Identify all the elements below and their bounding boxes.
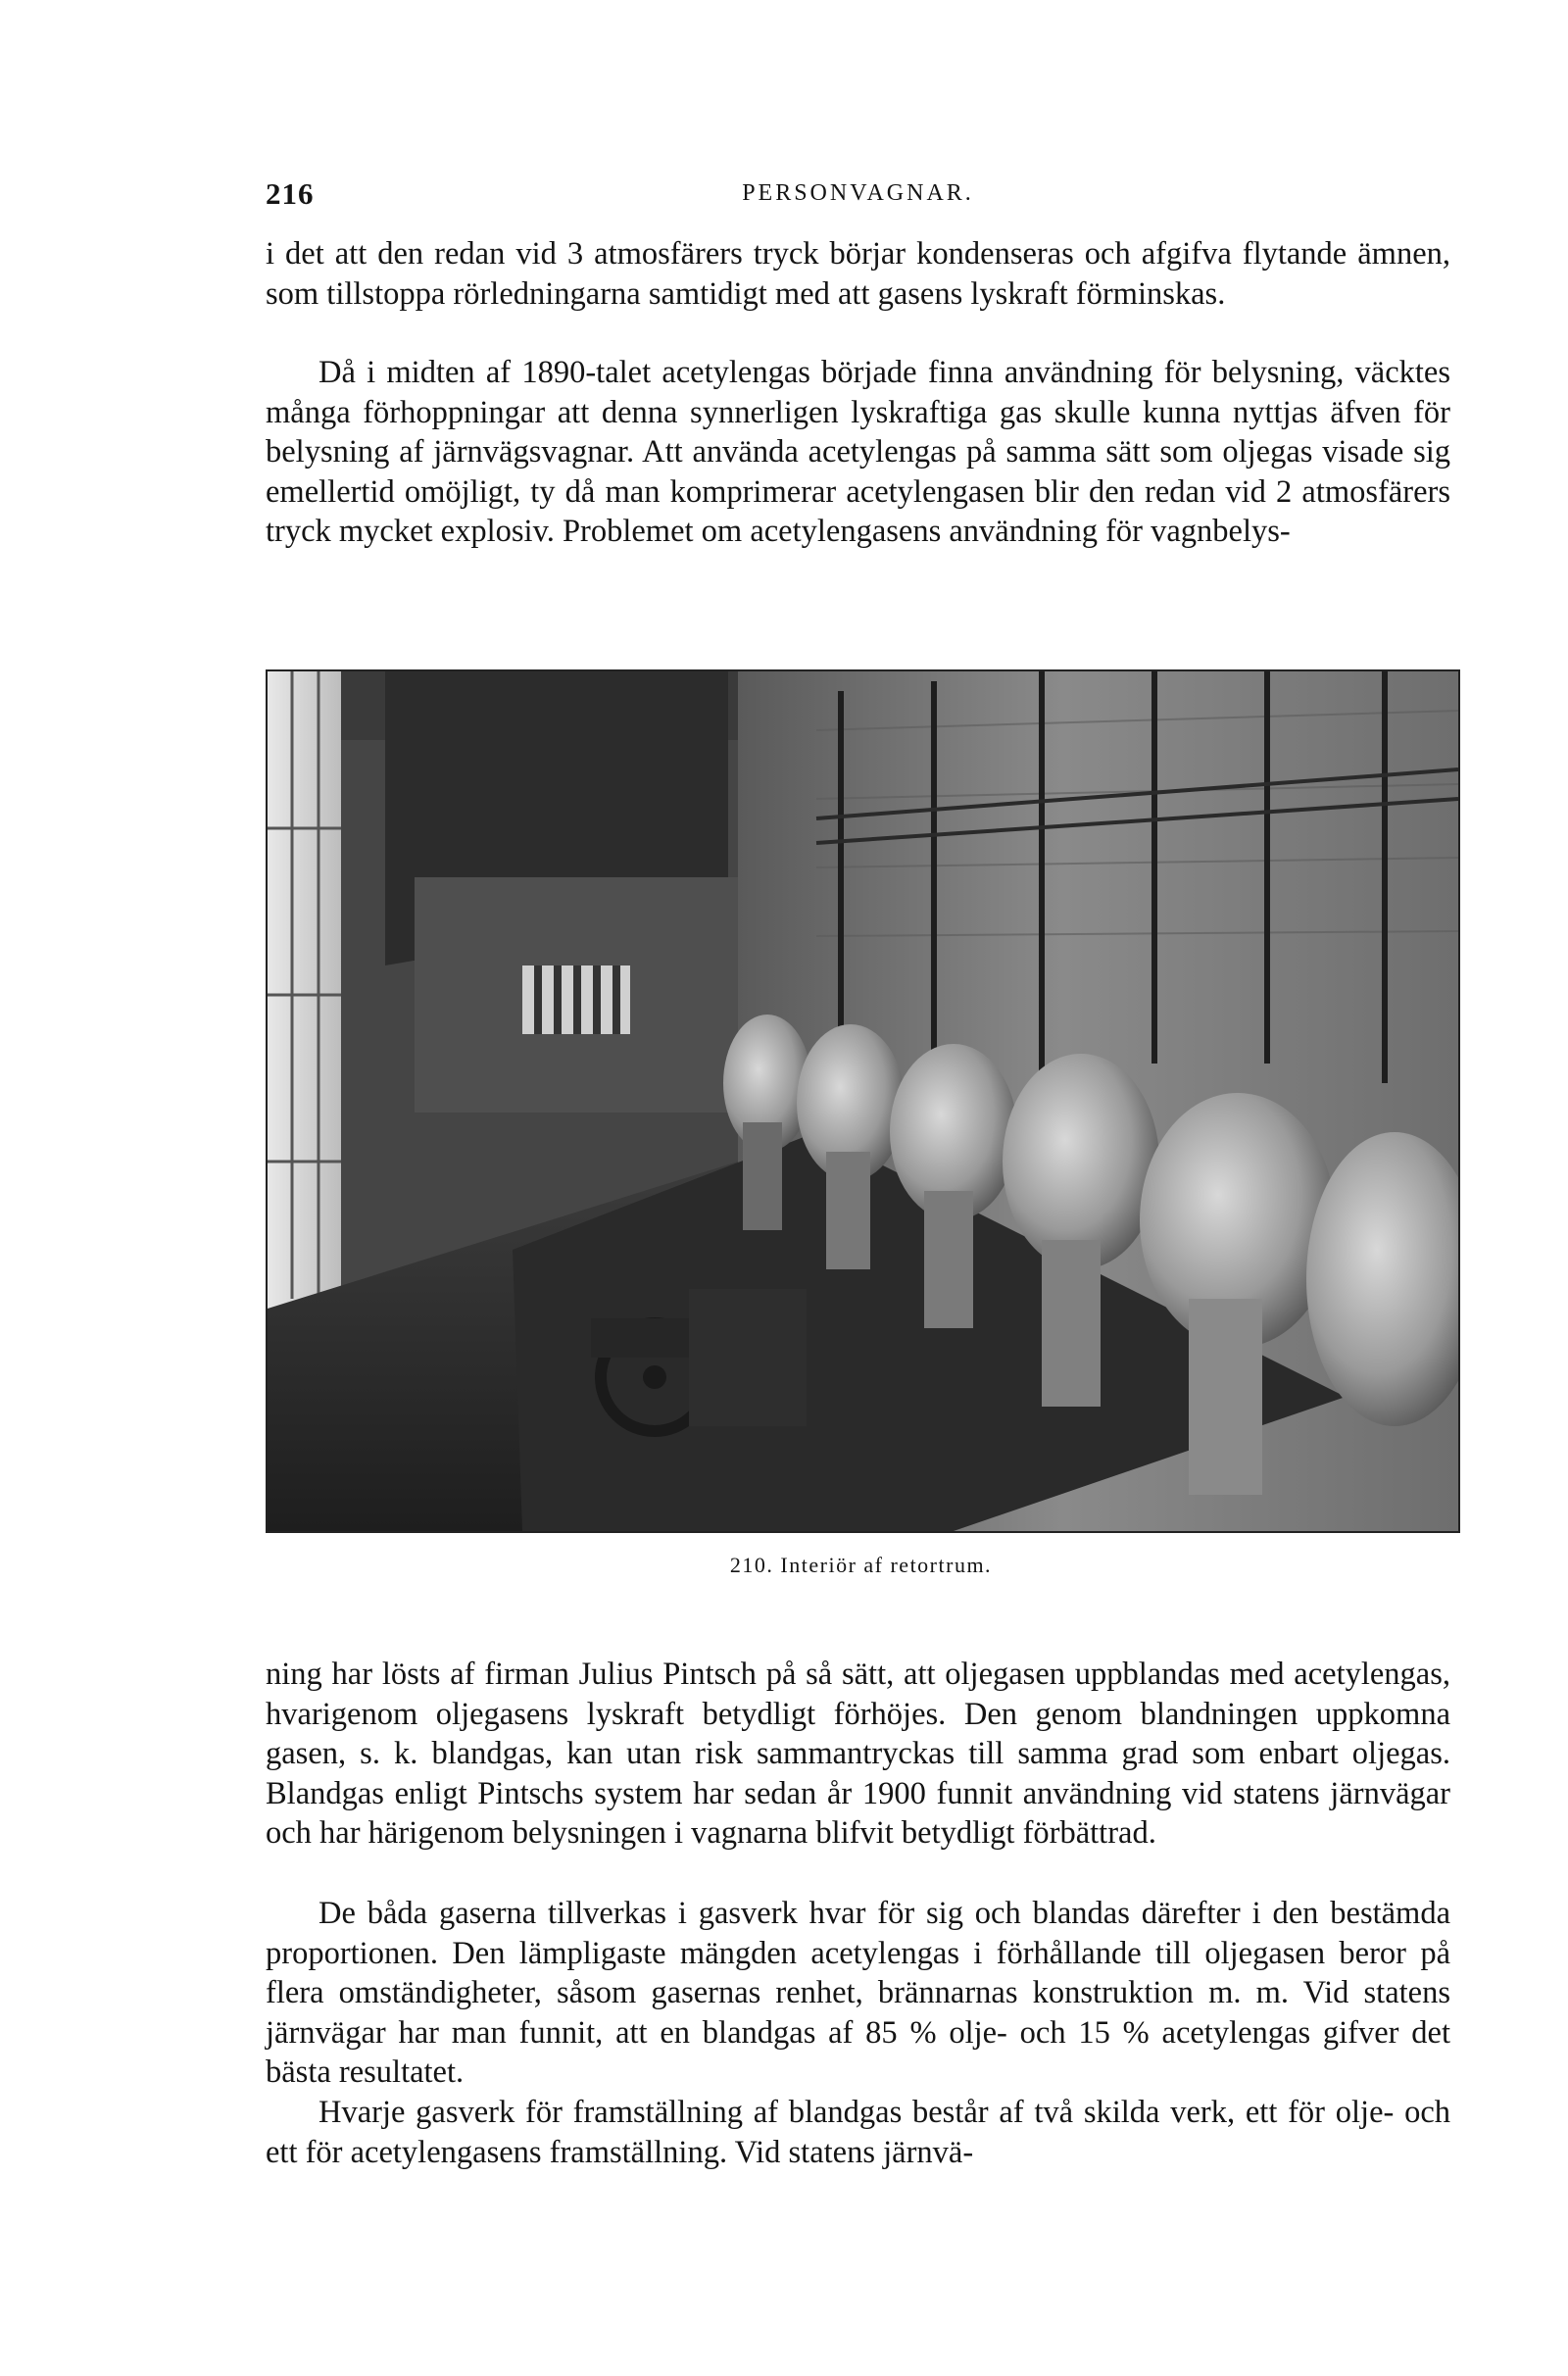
- figure-caption: 210. Interiör af retortrum.: [729, 1553, 993, 1577]
- running-head: PERSONVAGNAR.: [742, 180, 974, 206]
- paragraph-acetylene: Då i midten af 1890-talet acetylengas började finna användning för belysning, väcktes många förhoppningar att denna synnerligen lyskraftiga gas skulle kunna nyttjas äfven för belysning af järnvägsvagnar. Att använda acetylengas på samma sätt som oljegas visade sig emellertid omöjligt, ty då man komprimerar acetylengasen blir den redan vid 2 atmosfärers tryck mycket explosiv. Problemet om acetylengasens användning för vagnbelys-: [266, 355, 1450, 549]
- text-continuation-top: i det att den redan vid 3 atmosfärers tryck börjar kondenseras och afgifva flytande ämnen, som tillstoppa rörledningarna samtidigt med att gasens lyskraft förminskas.: [266, 236, 1450, 312]
- paragraph-gasworks: Hvarje gasverk för framställning af blandgas består af två skilda verk, ett för olje- och ett för acetylengasens framställning. Vid statens järnvä-: [266, 2095, 1450, 2170]
- paragraph-gas-production: De båda gaserna tillverkas i gasverk hvar för sig och blandas därefter i den bestämda proportionen. Den lämpligaste mängden acetylengas i förhållande till oljegasen beror på flera omständigheter, såsom gasernas renhet, brännarnas konstruktion m. m. Vid statens järnvägar har man funnit, att en blandgas af 85 % olje- och 15 % acetylengas gifver det bästa resultatet.: [266, 1896, 1450, 2090]
- retort-room-photo: [268, 671, 1458, 1531]
- page-header: [266, 176, 1450, 225]
- figure-photograph: [266, 669, 1460, 1533]
- text-continuation-bottom: ning har lösts af firman Julius Pintsch på så sätt, att oljegasen uppblandas med acetylengas, hvarigenom oljegasens lyskraft betydligt förhöjes. Den genom blandningen uppkomna gasen, s. k. blandgas, kan utan risk sammantryckas till samma grad som enbart oljegas. Blandgas enligt Pintschs system har sedan år 1900 funnit användning vid statens järnvägar och har härigenom belysningen i vagnarna blifvit betydligt förbättrad.: [266, 1657, 1450, 1851]
- page-number: 216: [266, 176, 315, 211]
